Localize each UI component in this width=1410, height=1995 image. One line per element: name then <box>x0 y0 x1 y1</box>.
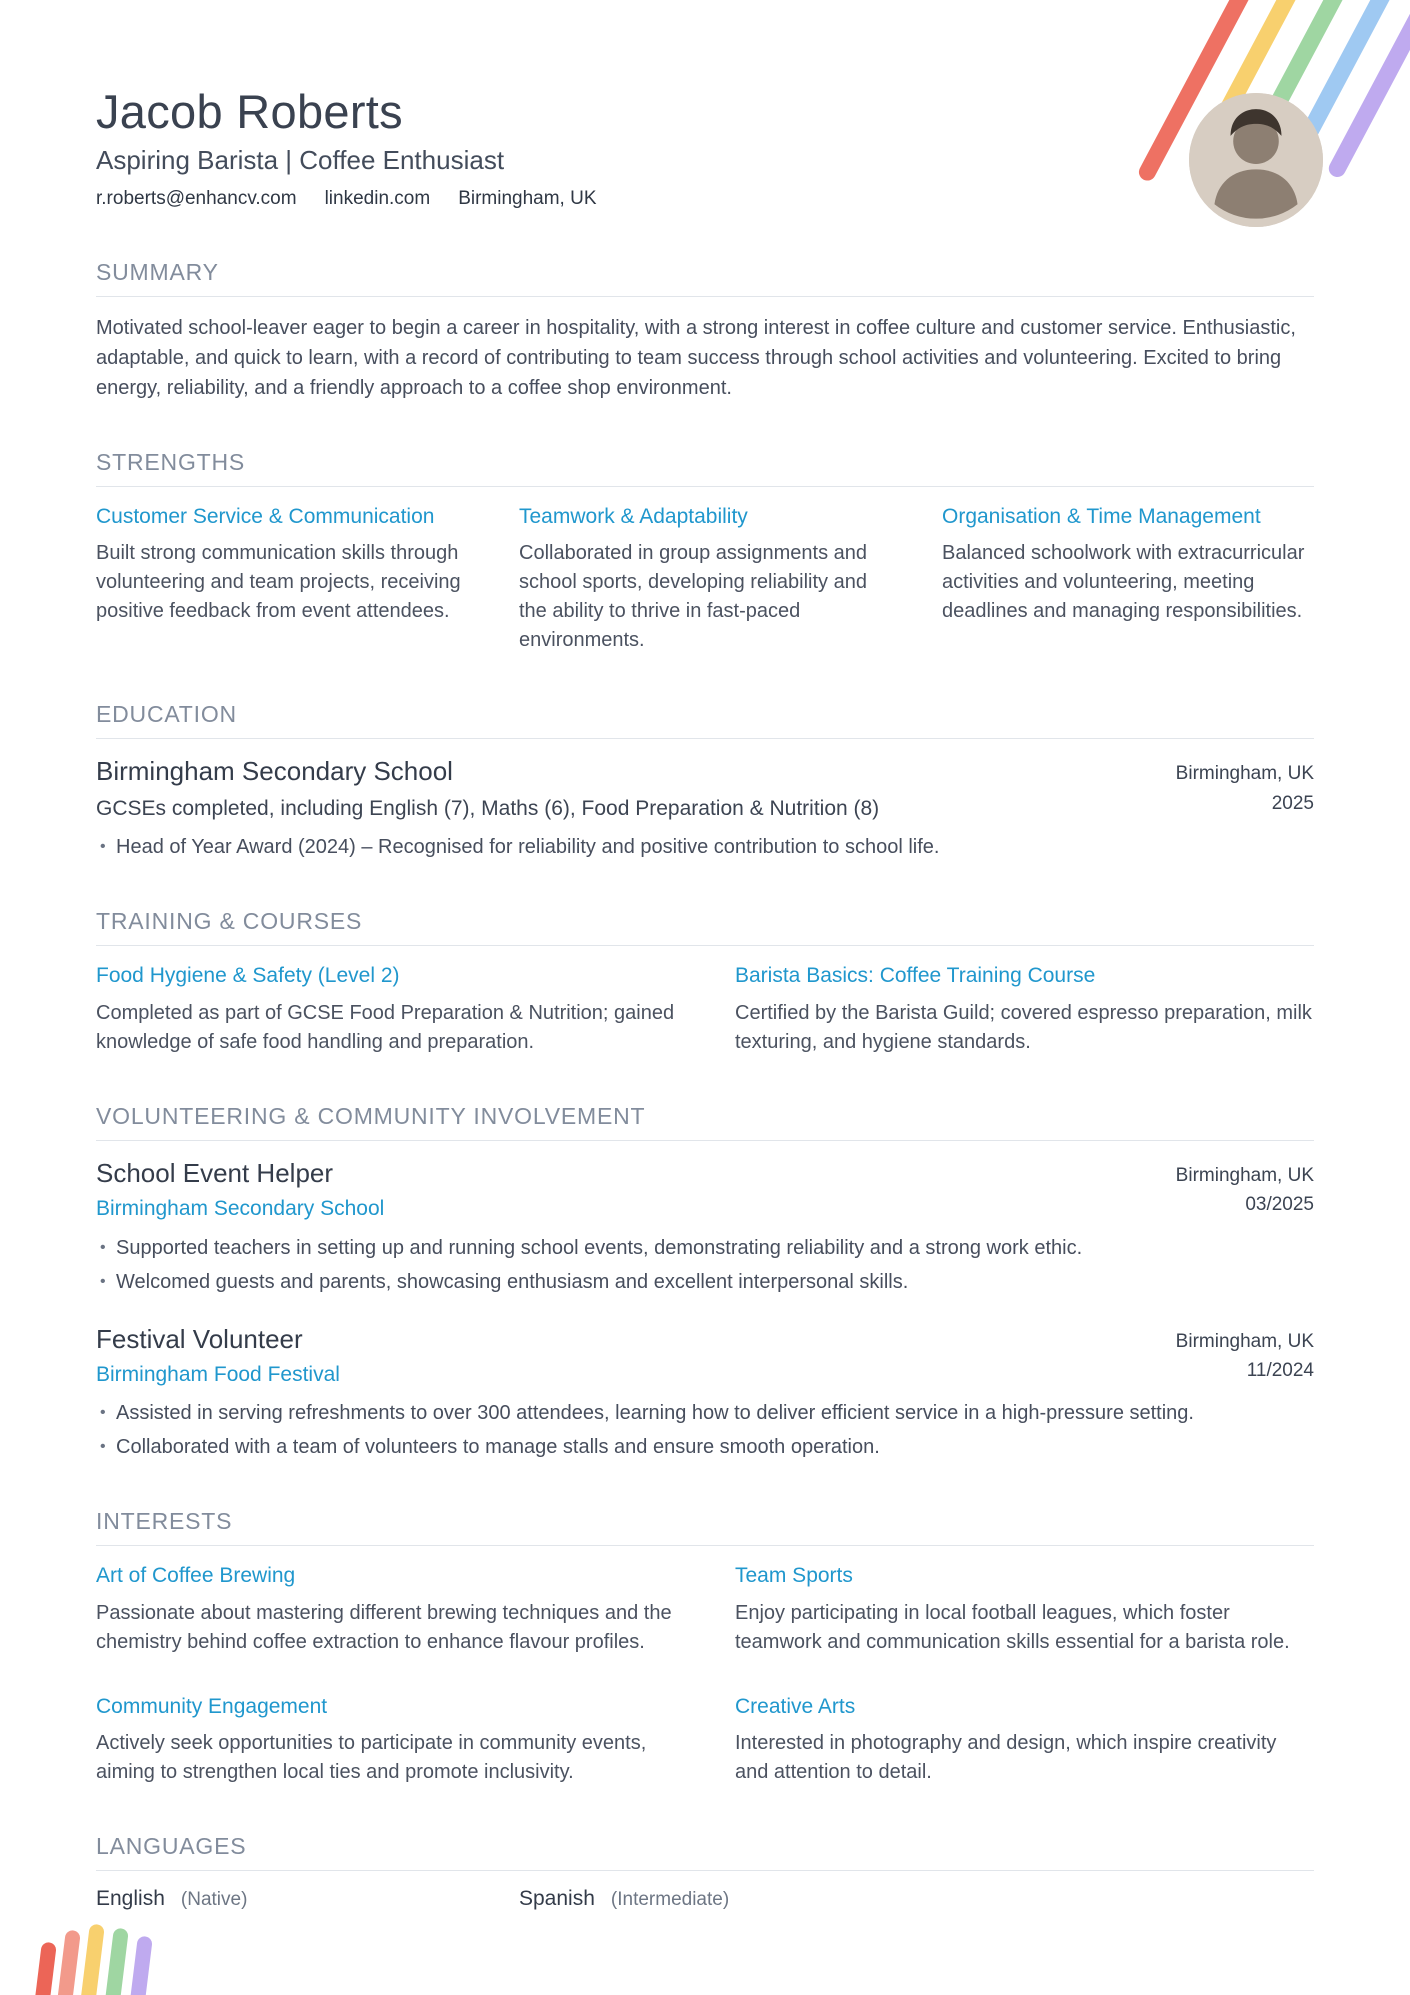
interest-title: Creative Arts <box>735 1694 856 1718</box>
volunteering-meta <box>1176 1323 1314 1386</box>
strength-text: Built strong communication skills through volunteering and team projects, receiving positive feedback from event attendees. <box>96 542 461 623</box>
training-section-title: TRAINING & COURSES <box>96 908 1314 946</box>
header <box>96 86 1314 213</box>
organisation-name: Birmingham Food Festival <box>96 1363 340 1386</box>
languages-row <box>96 1887 1314 1911</box>
strength-title: Teamwork & Adaptability <box>519 505 748 529</box>
volunteering-entry-main <box>96 1323 340 1390</box>
language-name: Spanish <box>519 1887 595 1911</box>
training-grid <box>96 962 1314 1056</box>
decorative-stripe-red <box>26 1942 57 1995</box>
language-item <box>96 1887 519 1911</box>
volunteering-location: Birmingham, UK <box>1175 1330 1314 1352</box>
decorative-stripe-salmon <box>50 1930 81 1995</box>
education-meta <box>1176 755 1314 818</box>
interest-title: Team Sports <box>735 1564 853 1588</box>
education-entry-main <box>96 755 879 823</box>
section-education <box>96 701 1314 862</box>
strength-title: Customer Service & Communication <box>96 505 435 529</box>
bullet-item: • Collaborated with a team of volunteers to manage stalls and ensure smooth operation. <box>96 1433 1314 1462</box>
strength-item <box>942 503 1314 655</box>
course-title: Food Hygiene & Safety (Level 2) <box>96 964 400 988</box>
summary-text: Motivated school-leaver eager to begin a career in hospitality, with a strong interest in coffee culture and customer service. Enthusiastic, adaptable, and quick to learn, with a record of contributing to team success through school activities and volunteering. Excited to bring energy, reliability, and a friendly approach to a coffee shop environment. <box>96 317 1296 400</box>
volunteering-bullets <box>96 1234 1314 1297</box>
education-entry-head <box>96 755 1314 823</box>
strength-item <box>519 503 891 655</box>
interest-title: Art of Coffee Brewing <box>96 1564 296 1588</box>
course-item <box>96 962 675 1056</box>
volunteering-entry <box>96 1157 1314 1297</box>
volunteering-section-title: VOLUNTEERING & COMMUNITY INVOLVEMENT <box>96 1103 1314 1141</box>
volunteering-date: 11/2024 <box>1246 1359 1314 1381</box>
education-bullets <box>96 833 1314 862</box>
education-location: Birmingham, UK <box>1175 763 1314 785</box>
interest-text: Passionate about mastering different brewing techniques and the chemistry behind coffee extraction to enhance flavour profiles. <box>96 1601 672 1653</box>
volunteering-entry <box>96 1323 1314 1463</box>
candidate-name: Jacob Roberts <box>96 85 403 138</box>
email-link[interactable]: r.roberts@enhancv.com <box>96 188 297 210</box>
course-text: Completed as part of GCSE Food Preparation & Nutrition; gained knowledge of safe food handling and preparation. <box>96 1001 675 1053</box>
interest-item <box>735 1562 1314 1656</box>
bullet-item: • Supported teachers in setting up and running school events, demonstrating reliability and a strong work ethic. <box>96 1234 1314 1263</box>
volunteering-entry-head <box>96 1323 1314 1390</box>
bullet-item: • Welcomed guests and parents, showcasing enthusiasm and excellent interpersonal skills. <box>96 1268 1314 1297</box>
interest-text: Interested in photography and design, which inspire creativity and attention to detail. <box>735 1732 1277 1784</box>
volunteering-date: 03/2025 <box>1245 1194 1314 1216</box>
section-languages <box>96 1833 1314 1911</box>
headline: Aspiring Barista | Coffee Enthusiast <box>96 144 505 175</box>
education-date: 2025 <box>1271 792 1314 814</box>
strength-text: Collaborated in group assignments and school sports, developing reliability and the ability to thrive in fast-paced environments. <box>519 542 867 652</box>
strengths-section-title: STRENGTHS <box>96 449 1314 487</box>
strength-text: Balanced schoolwork with extracurricular activities and volunteering, meeting deadlines and managing responsibilities. <box>942 542 1305 623</box>
interest-item <box>735 1693 1314 1787</box>
interest-text: Enjoy participating in local football leagues, which foster teamwork and communication skills essential for a barista role. <box>735 1601 1290 1653</box>
interest-item <box>96 1693 675 1787</box>
volunteering-location: Birmingham, UK <box>1175 1164 1314 1186</box>
volunteering-meta <box>1176 1157 1314 1220</box>
section-training <box>96 908 1314 1056</box>
education-entry <box>96 755 1314 862</box>
strengths-grid <box>96 503 1314 655</box>
bullet-item: • Assisted in serving refreshments to over 300 attendees, learning how to deliver efficient service in a high-pressure setting. <box>96 1399 1314 1428</box>
section-strengths <box>96 449 1314 655</box>
education-section-title: EDUCATION <box>96 701 1314 739</box>
strength-title: Organisation & Time Management <box>942 505 1261 529</box>
school-name: Birmingham Secondary School <box>96 756 453 787</box>
language-level: (Native) <box>180 1889 248 1911</box>
interest-text: Actively seek opportunities to participate in community events, aiming to strengthen local ties and promote inclusivity. <box>96 1732 647 1784</box>
role-title: Festival Volunteer <box>96 1323 303 1354</box>
bullet-item: • Head of Year Award (2024) – Recognised for reliability and positive contribution to school life. <box>96 833 1314 862</box>
organisation-name: Birmingham Secondary School <box>96 1197 385 1221</box>
contact-row <box>96 186 1314 213</box>
strength-item <box>96 503 468 655</box>
language-item <box>519 1887 942 1911</box>
interests-section-title: INTERESTS <box>96 1508 1314 1546</box>
languages-section-title: LANGUAGES <box>96 1833 1314 1871</box>
volunteering-entry-head <box>96 1157 1314 1224</box>
interest-item <box>96 1562 675 1656</box>
summary-section-title: SUMMARY <box>96 259 1314 297</box>
linkedin-link[interactable]: linkedin.com <box>324 188 431 210</box>
role-title: School Event Helper <box>96 1157 334 1188</box>
interests-grid <box>96 1562 1314 1787</box>
location-text: Birmingham, UK <box>458 188 597 210</box>
language-level: (Intermediate) <box>610 1889 730 1911</box>
section-volunteering <box>96 1103 1314 1463</box>
interest-title: Community Engagement <box>96 1694 328 1718</box>
volunteering-entry-main <box>96 1157 384 1224</box>
section-summary <box>96 259 1314 403</box>
degree-line: GCSEs completed, including English (7), Maths (6), Food Preparation & Nutrition (8) <box>96 796 880 820</box>
volunteering-bullets <box>96 1399 1314 1462</box>
course-item <box>735 962 1314 1056</box>
course-text: Certified by the Barista Guild; covered espresso preparation, milk texturing, and hygiene standards. <box>735 1001 1312 1053</box>
section-interests <box>96 1508 1314 1787</box>
language-name: English <box>96 1887 165 1911</box>
course-title: Barista Basics: Coffee Training Course <box>735 964 1096 988</box>
